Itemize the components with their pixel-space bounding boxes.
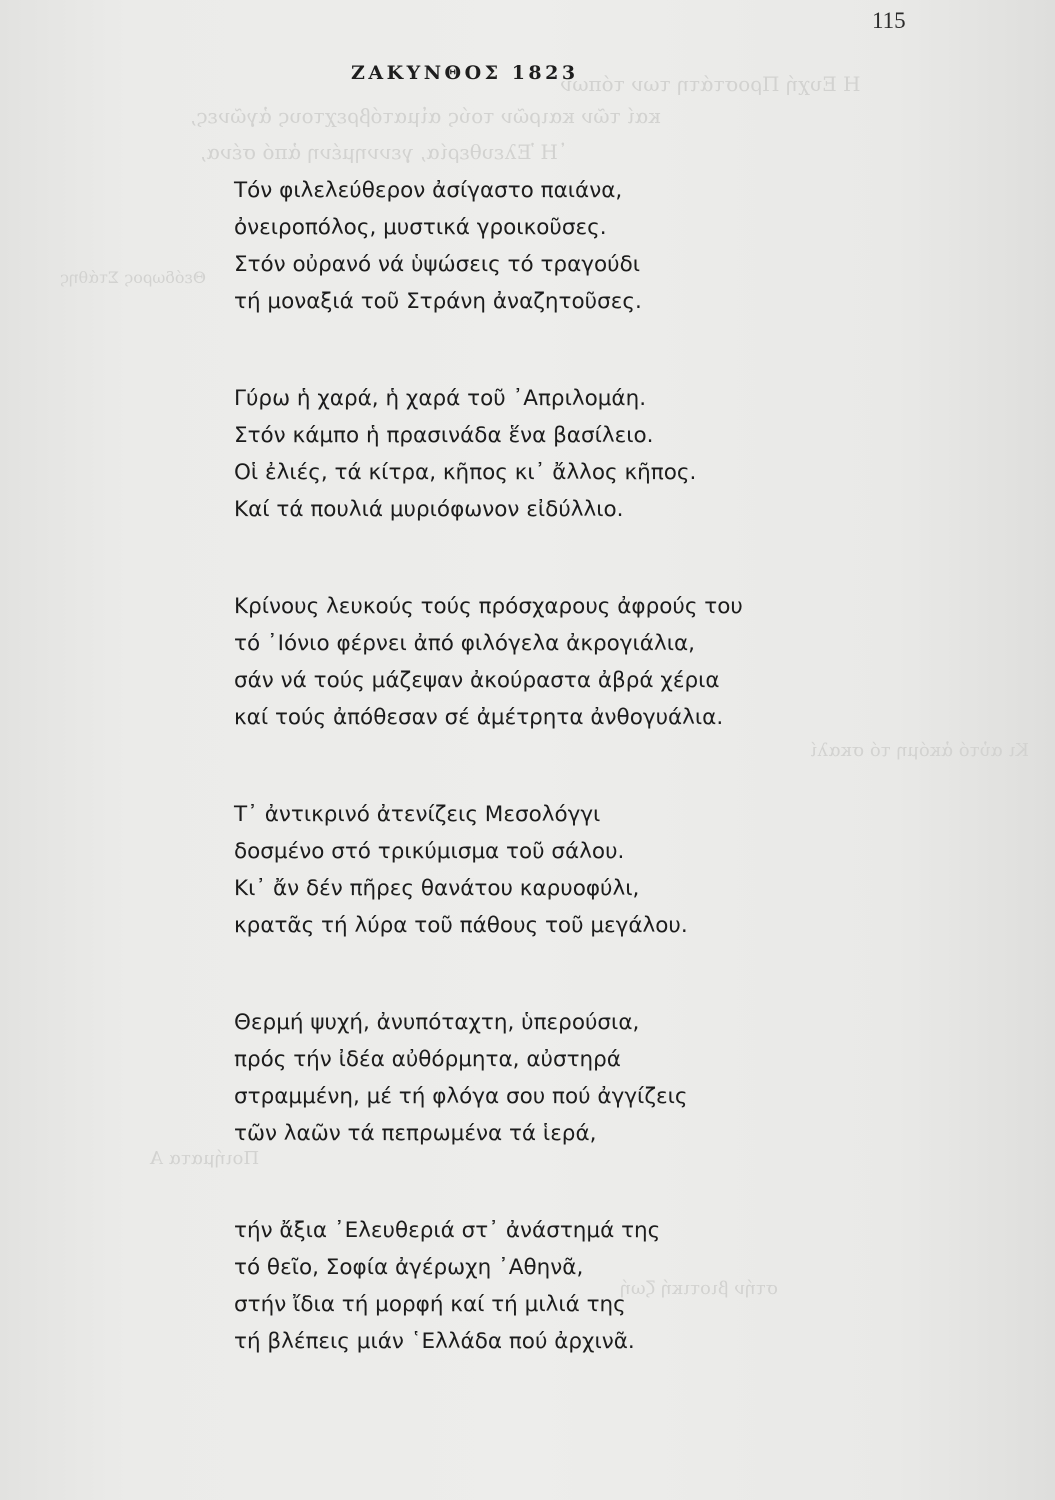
show-through-text: Κι αὐτό ἀκόμη τό σκαλί: [810, 740, 1029, 761]
poem-line: Κι᾿ ἄν δέν πῆρες θανάτου καρυοφύλι,: [234, 876, 640, 901]
stanza: [234, 1212, 844, 1360]
show-through-text: Ποιήματα Α: [150, 1148, 260, 1169]
poem-line: κρατᾶς τή λύρα τοῦ πάθους τοῦ μεγάλου.: [234, 913, 688, 938]
poem-line: Θερμή ψυχή, ἀνυπόταχτη, ὑπερούσια,: [234, 1010, 640, 1035]
stanza: [234, 172, 844, 320]
poem-line: τήν ἄξια ᾿Ελευθεριά στ᾿ ἀνάστημά της: [234, 1218, 661, 1243]
poem-line: Στόν οὐρανό νά ὑψώσεις τό τραγούδι: [234, 252, 641, 277]
stanza: [234, 796, 844, 944]
poem-line: Κρίνους λευκούς τούς πρόσχαρους ἀφρούς του: [234, 594, 743, 619]
poem-line: Οἱ ἐλιές, τά κίτρα, κῆπος κι᾿ ἄλλος κῆπος.: [234, 460, 697, 485]
poem-line: Τ᾿ ἀντικρινό ἀτενίζεις Μεσολόγγι: [234, 802, 601, 827]
poem-line: Καί τά πουλιά μυριόφωνον εἰδύλλιο.: [234, 497, 624, 522]
page-number: 115: [872, 8, 906, 33]
poem-line: Τόν φιλελεύθερον ἀσίγαστο παιάνα,: [234, 178, 623, 203]
poem-title: ΖΑΚΥΝΘΟΣ 1823: [351, 62, 579, 84]
show-through-text: Η Ευχή Προστάτη των τόπων: [560, 72, 861, 96]
poem-line: τή μοναξιά τοῦ Στράνη ἀναζητοῦσες.: [234, 289, 642, 314]
poem-line: στραμμένη, μέ τή φλόγα σου πού ἀγγίζεις: [234, 1084, 688, 1109]
show-through-text: καί τῶν καιρῶν τούς αἱματόβρεχτους ἀγῶνες,: [190, 104, 661, 128]
poem-line: πρός τήν ἰδέα αὐθόρμητα, αὐστηρά: [234, 1047, 621, 1072]
poem-line: ὀνειροπόλος, μυστικά γροικοῦσες.: [234, 215, 607, 240]
poem-line: τό θεῖο, Σοφία ἀγέρωχη ᾿Αθηνᾶ,: [234, 1255, 584, 1280]
poem-line: καί τούς ἀπόθεσαν σέ ἀμέτρητα ἀνθογυάλια.: [234, 705, 724, 730]
poem-line: τό ᾿Ιόνιο φέρνει ἀπό φιλόγελα ἀκρογιάλια,: [234, 631, 695, 656]
poem-line: δοσμένο στό τρικύμισμα τοῦ σάλου.: [234, 839, 625, 864]
show-through-text: Θεόδωρος Στάθης: [60, 268, 206, 287]
show-through-text: στήν βιοτική ζωή: [620, 1278, 778, 1299]
stanza: [234, 588, 844, 736]
stanza: [234, 380, 844, 528]
poem-line: Στόν κάμπο ἡ πρασινάδα ἕνα βασίλειο.: [234, 423, 654, 448]
poem-line: τή βλέπεις μιάν ῾Ελλάδα πού ἀρχινᾶ.: [234, 1329, 635, 1354]
poem-line: Γύρω ἡ χαρά, ἡ χαρά τοῦ ᾿Απριλομάη.: [234, 386, 647, 411]
show-through-text: ῾Η Ἐλευθερία, γεννημένη ἀπό σένα,: [200, 140, 568, 164]
poem-body: [234, 172, 844, 1420]
poem-line: στήν ἴδια τή μορφή καί τή μιλιά της: [234, 1292, 626, 1317]
poem-line: τῶν λαῶν τά πεπρωμένα τά ἱερά,: [234, 1121, 597, 1146]
stanza: [234, 1004, 844, 1152]
poem-line: σάν νά τούς μάζεψαν ἀκούραστα ἀβρά χέρια: [234, 668, 720, 693]
